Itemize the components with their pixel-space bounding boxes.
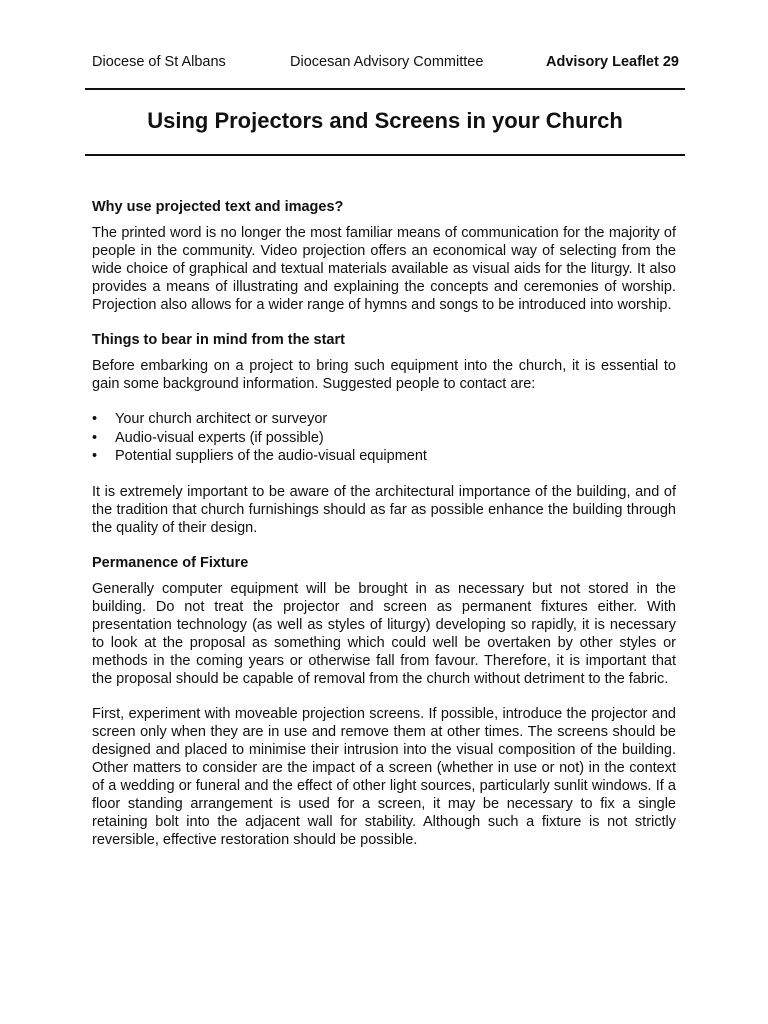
bullet-icon: •	[92, 429, 98, 446]
page-header	[92, 54, 679, 74]
section-why	[92, 198, 676, 314]
bullet-icon: •	[92, 411, 98, 427]
paragraph-bear-intro: Before embarking on a project to bring such equipment into the church, it is essential to gain some background information. Suggested people to contact are:	[92, 358, 676, 392]
list-item-text: Potential suppliers of the audio-visual equipment	[115, 448, 427, 464]
page-title: Using Projectors and Screens in your Church	[147, 108, 623, 133]
paragraph-bear-importance: It is extremely important to be aware of the architectural importance of the building, and of the tradition that church furnishings should as far as possible enhance the building through the quality of their design.	[92, 483, 676, 536]
contacts-list	[92, 410, 676, 466]
section-permanence	[92, 554, 676, 849]
list-item-text: Your church architect or surveyor	[115, 411, 328, 427]
header-diocese: Diocese of St Albans	[92, 54, 226, 70]
section-bear-in-mind	[92, 331, 676, 537]
header-leaflet-number: Advisory Leaflet 29	[546, 54, 679, 70]
paragraph-permanence-2: First, experiment with moveable projection screens. If possible, introduce the projector and screen only when they are in use and remove them at other times. The screens should be designed and placed to minimise their intrusion into the visual composition of the building. Other matters to consider are the impact of a screen (whether in use or not) in the context of a wedding or funeral and the effect of other light sources, particularly sunlit windows. If a floor standing arrangement is used for a screen, it may be necessary to fix a single retaining bolt into the adjacent wall for stability. Although such a fixture is not strictly reversible, effective restoration should be possible.	[92, 705, 676, 848]
bullet-icon: •	[92, 448, 98, 464]
section-heading-bear-in-mind: Things to bear in mind from the start	[92, 332, 345, 348]
list-item-text: Audio-visual experts (if possible)	[115, 429, 324, 446]
document-body	[92, 198, 676, 849]
list-item	[92, 429, 676, 448]
top-divider	[85, 88, 685, 90]
section-heading-permanence: Permanence of Fixture	[92, 554, 249, 571]
section-heading-why: Why use projected text and images?	[92, 199, 344, 215]
header-committee: Diocesan Advisory Committee	[290, 54, 484, 70]
paragraph-why: The printed word is no longer the most familiar means of communication for the majority of people in the community. Video projection offers an economical way of selecting from the wide choice of graphical and textual materials available as visual aids for the liturgy. It also provides a means of illustrating and explaining the concepts and ceremonies of worship. Projection also allows for a wider range of hymns and songs to be introduced into worship.	[92, 225, 676, 313]
list-item	[92, 447, 676, 466]
bottom-divider	[85, 154, 685, 156]
paragraph-permanence-1: Generally computer equipment will be brought in as necessary but not stored in the building. Do not treat the projector and screen as permanent fixtures either. With presentation technology (as well as styles of liturgy) developing so rapidly, it is necessary to look at the proposal as something which could well be overtaken by other styles or methods in the coming years or otherwise fall from favour. Therefore, it is important that the proposal should be capable of removal from the church without detriment to the fabric.	[92, 580, 676, 687]
list-item	[92, 410, 676, 429]
